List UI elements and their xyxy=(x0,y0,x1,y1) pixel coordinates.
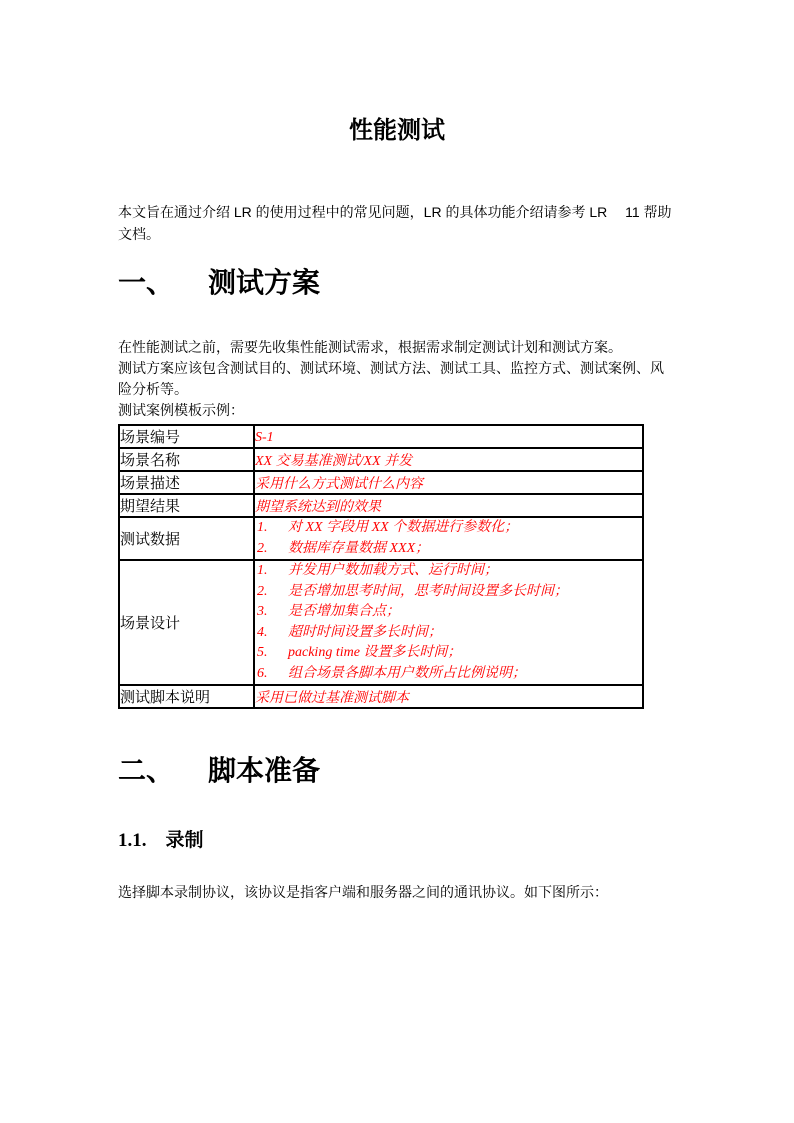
list-item xyxy=(255,664,642,685)
list-item-number: 2. xyxy=(257,583,268,599)
list-item xyxy=(255,602,642,623)
list-item-number: 3. xyxy=(257,604,268,619)
document-content xyxy=(118,0,676,903)
list-item-number: 4. xyxy=(257,624,268,640)
list-item xyxy=(255,539,642,560)
list-item-number: 5. xyxy=(257,645,268,660)
row-value: XX 交易基准测试/XX 并发 xyxy=(255,453,413,469)
row-label-cell: 测试数据 xyxy=(119,517,254,560)
row-label-cell: 测试脚本说明 xyxy=(119,685,254,708)
heading-subsection-1-1-number: 1.1. xyxy=(118,830,147,851)
heading-section-2 xyxy=(118,755,676,789)
intro-paragraph: 本文旨在通过介绍 LR 的使用过程中的常见问题，LR 的具体功能介绍请参考 LR 11 帮助文档。 xyxy=(118,204,672,242)
row-label-cell: 场景描述 xyxy=(119,471,254,494)
row-label-cell: 场景设计 xyxy=(119,560,254,685)
row-label-cell: 场景编号 xyxy=(119,425,254,448)
row-value: 期望系统达到的效果 xyxy=(255,499,381,515)
row-value: S-1 xyxy=(255,429,274,445)
list-item-text: 超时时间设置多长时间； xyxy=(288,624,442,640)
heading-section-1-title: 测试方案 xyxy=(208,268,321,299)
table-row xyxy=(119,494,643,517)
list-item-number: 6. xyxy=(257,665,268,681)
row-value: 采用什么方式测试什么内容 xyxy=(255,476,423,492)
recording-paragraph: 选择脚本录制协议，该协议是指客户端和服务器之间的通讯协议。如下图所示： xyxy=(118,884,608,900)
heading-section-2-number: 二、 xyxy=(118,756,175,787)
list-item-text: 数据库存量数据 XXX； xyxy=(288,540,430,556)
list-item xyxy=(255,518,642,539)
list-item-text: 是否增加思考时间，思考时间设置多长时间； xyxy=(288,583,568,599)
row-label-cell: 场景名称 xyxy=(119,448,254,471)
heading-section-1-number: 一、 xyxy=(118,268,175,299)
table-row xyxy=(119,685,643,708)
table-row xyxy=(119,560,643,685)
row-label-cell: 期望结果 xyxy=(119,494,254,517)
paragraph: 测试案例模板示例： xyxy=(118,402,244,418)
list-item xyxy=(255,623,642,644)
test-case-template-table xyxy=(118,424,644,709)
paragraph: 测试方案应该包含测试目的、测试环境、测试方法、测试工具、监控方式、测试案例、风险分析等。 xyxy=(118,360,664,397)
heading-section-1 xyxy=(118,267,676,301)
list-item-text: 组合场景各脚本用户数所占比例说明； xyxy=(288,665,526,681)
section-1-paragraphs xyxy=(118,337,676,421)
table-row xyxy=(119,448,643,471)
table-row xyxy=(119,425,643,448)
list-item-number: 1. xyxy=(257,563,268,578)
table-row xyxy=(119,517,643,560)
list-item-number: 1. xyxy=(257,520,268,535)
list-item xyxy=(255,643,642,664)
row-value: 采用已做过基准测试脚本 xyxy=(255,690,409,706)
document-title: 性能测试 xyxy=(349,118,445,144)
list-item xyxy=(255,582,642,603)
table-row xyxy=(119,471,643,494)
list-item-text: 并发用户数加载方式、运行时间； xyxy=(288,563,498,578)
heading-subsection-1-1-title: 录制 xyxy=(165,830,204,851)
list-item-number: 2. xyxy=(257,540,268,556)
paragraph: 在性能测试之前，需要先收集性能测试需求，根据需求制定测试计划和测试方案。 xyxy=(118,339,622,355)
list-item-text: 对 XX 字段用 XX 个数据进行参数化； xyxy=(288,520,519,535)
list-item xyxy=(255,561,642,582)
list-item-text: packing time 设置多长时间； xyxy=(288,645,462,660)
list-item-text: 是否增加集合点； xyxy=(288,604,400,619)
heading-subsection-1-1 xyxy=(118,828,676,853)
heading-section-2-title: 脚本准备 xyxy=(208,756,321,787)
